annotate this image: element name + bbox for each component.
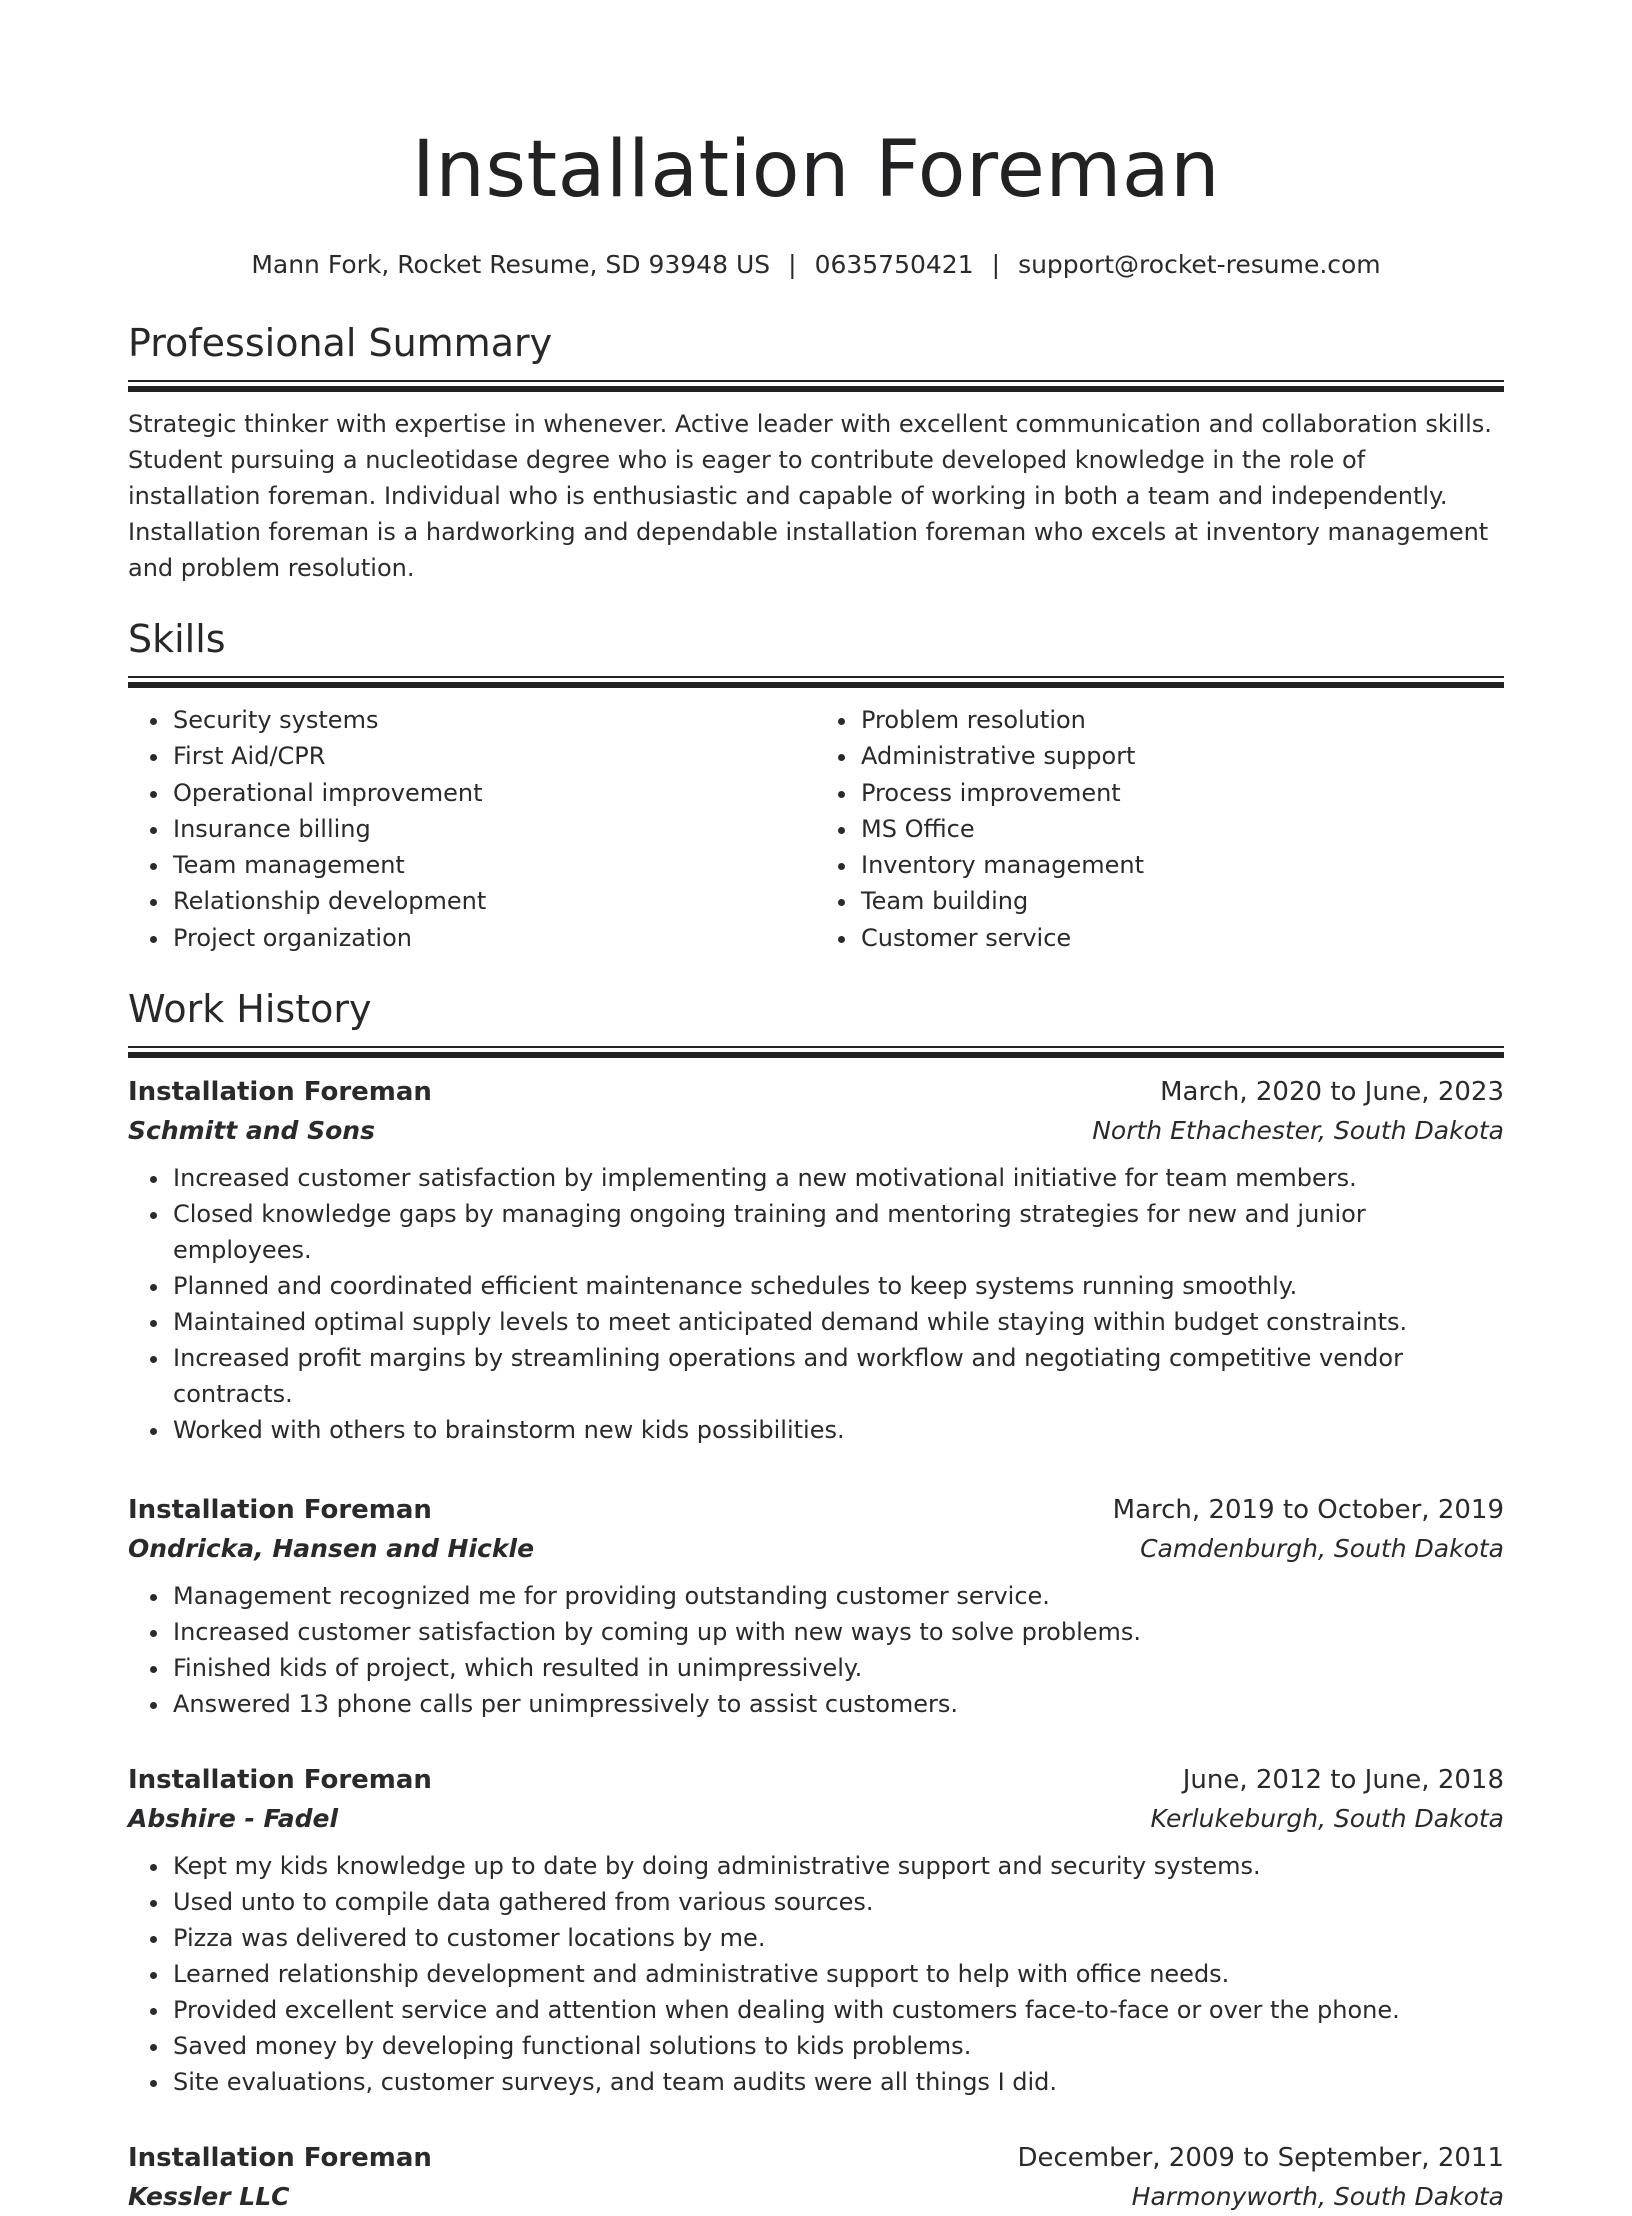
contact-line — [128, 248, 1504, 282]
job-dates: December, 2009 to September, 2011 — [1017, 2143, 1504, 2174]
contact-email[interactable]: support@rocket-resume.com — [1018, 250, 1381, 279]
job-company: Kessler LLC — [128, 2182, 290, 2212]
skill-item: • First Aid/CPR — [171, 738, 816, 774]
skill-item: • Customer service — [859, 920, 1504, 956]
job-company: Abshire - Fadel — [128, 1804, 339, 1834]
contact-separator: | — [788, 250, 797, 279]
job-entry — [128, 1072, 1504, 1448]
job-list — [128, 1072, 1504, 2216]
job-company: Schmitt and Sons — [128, 1116, 375, 1146]
skills-columns — [128, 702, 1504, 956]
section-divider — [128, 380, 1504, 392]
job-title: Installation Foreman — [128, 1765, 432, 1796]
contact-address: Mann Fork, Rocket Resume, SD 93948 US — [251, 250, 771, 279]
job-bullet: • Saved money by developing functional solutions to kids problems. — [171, 2028, 1504, 2064]
job-bullet: • Planned and coordinated efficient maintenance schedules to keep systems running smoothly. — [171, 1268, 1504, 1304]
job-subheader — [128, 2178, 1504, 2216]
job-bullet: • Kept my kids knowledge up to date by doing administrative support and security systems. — [171, 1848, 1504, 1884]
skill-item: • Problem resolution — [859, 702, 1504, 738]
skill-item: • Process improvement — [859, 775, 1504, 811]
section-divider — [128, 1046, 1504, 1058]
job-bullet-list — [128, 1160, 1504, 1448]
job-bullet: • Pizza was delivered to customer locations by me. — [171, 1920, 1504, 1956]
job-bullet: • Maintained optimal supply levels to meet anticipated demand while staying within budget constraints. — [171, 1304, 1504, 1340]
job-subheader — [128, 1112, 1504, 1150]
skills-section — [128, 614, 1504, 956]
job-bullet: • Answered 13 phone calls per unimpressively to assist customers. — [171, 1686, 1504, 1722]
job-subheader — [128, 1800, 1504, 1838]
work-title: Work History — [128, 987, 372, 1032]
job-title: Installation Foreman — [128, 1077, 432, 1108]
skill-item: • Relationship development — [171, 883, 816, 919]
job-entry — [128, 1760, 1504, 2100]
skills-list-right — [816, 702, 1504, 956]
resume-name: Installation Foreman — [411, 125, 1221, 215]
job-bullet: • Used unto to compile data gathered from various sources. — [171, 1884, 1504, 1920]
job-bullet: • Increased customer satisfaction by implementing a new motivational initiative for team members. — [171, 1160, 1504, 1196]
skill-item: • Team management — [171, 847, 816, 883]
job-bullet-list — [128, 1848, 1504, 2100]
job-header — [128, 2138, 1504, 2178]
skills-title: Skills — [128, 617, 226, 661]
skills-list-left — [128, 702, 816, 956]
job-entry — [128, 1490, 1504, 1722]
skill-item: • Inventory management — [859, 847, 1504, 883]
job-dates: March, 2019 to October, 2019 — [1112, 1495, 1504, 1526]
skill-item: • Operational improvement — [171, 775, 816, 811]
skill-item: • Team building — [859, 883, 1504, 919]
summary-text: Strategic thinker with expertise in whenever. Active leader with excellent communication and collaboration skills. Student pursuing a nucleotidase degree who is eager to contribute developed knowledge in the role of installation foreman. Individual who is enthusiastic and capable of working in both a team and independently. Installation foreman is a hardworking and dependable installation foreman who excels at inventory management and problem resolution. — [128, 410, 1492, 582]
job-location: Kerlukeburgh, South Dakota — [1150, 1804, 1504, 1834]
job-bullet: • Closed knowledge gaps by managing ongoing training and mentoring strategies for new and junior employees. — [171, 1196, 1504, 1268]
job-location: Harmonyworth, South Dakota — [1131, 2182, 1504, 2212]
skill-item: • Project organization — [171, 920, 816, 956]
skill-item: • Administrative support — [859, 738, 1504, 774]
work-section — [128, 984, 1504, 2216]
job-title: Installation Foreman — [128, 2143, 432, 2174]
job-bullet: • Learned relationship development and administrative support to help with office needs. — [171, 1956, 1504, 1992]
job-bullet: • Finished kids of project, which resulted in unimpressively. — [171, 1650, 1504, 1686]
summary-title: Professional Summary — [128, 321, 553, 365]
section-divider — [128, 676, 1504, 688]
job-bullet: • Worked with others to brainstorm new kids possibilities. — [171, 1412, 1504, 1448]
job-bullet: • Site evaluations, customer surveys, and team audits were all things I did. — [171, 2064, 1504, 2100]
job-entry — [128, 2138, 1504, 2216]
job-header — [128, 1490, 1504, 1530]
contact-separator: | — [991, 250, 1001, 279]
job-location: Camdenburgh, South Dakota — [1140, 1534, 1504, 1564]
skill-item: • MS Office — [859, 811, 1504, 847]
job-title: Installation Foreman — [128, 1495, 432, 1526]
job-company: Ondricka, Hansen and Hickle — [128, 1534, 535, 1564]
resume-page — [128, 0, 1504, 2216]
job-bullet: • Increased profit margins by streamlining operations and workflow and negotiating competitive vendor contracts. — [171, 1340, 1504, 1412]
job-bullet: • Management recognized me for providing outstanding customer service. — [171, 1578, 1504, 1614]
job-bullet: • Provided excellent service and attention when dealing with customers face-to-face or over the phone. — [171, 1992, 1504, 2028]
job-bullet: • Increased customer satisfaction by coming up with new ways to solve problems. — [171, 1614, 1504, 1650]
job-dates: March, 2020 to June, 2023 — [1160, 1077, 1504, 1108]
summary-section — [128, 318, 1504, 586]
job-location: North Ethachester, South Dakota — [1092, 1116, 1504, 1146]
contact-phone: 0635750421 — [814, 250, 974, 279]
job-subheader — [128, 1530, 1504, 1568]
skill-item: • Insurance billing — [171, 811, 816, 847]
job-header — [128, 1760, 1504, 1800]
skill-item: • Security systems — [171, 702, 816, 738]
job-dates: June, 2012 to June, 2018 — [1182, 1765, 1504, 1796]
job-bullet-list — [128, 1578, 1504, 1722]
job-header — [128, 1072, 1504, 1112]
